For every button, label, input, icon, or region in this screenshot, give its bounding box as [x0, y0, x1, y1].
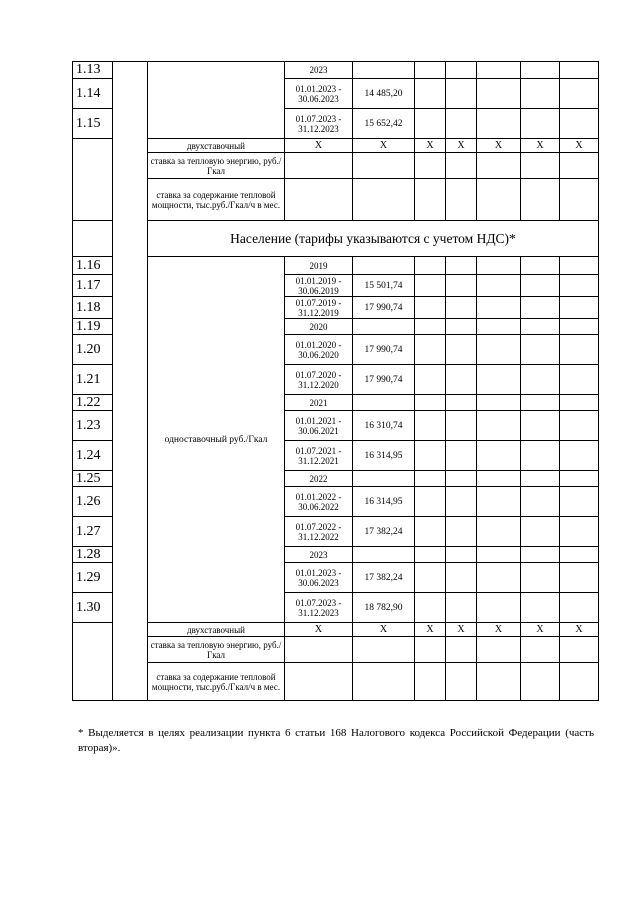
- empty-cell: [560, 319, 599, 335]
- empty-cell: [415, 563, 446, 593]
- period-cell: 01.07.2022 - 31.12.2022: [285, 517, 353, 547]
- empty-cell: [285, 153, 353, 179]
- empty-cell: [521, 487, 560, 517]
- empty-cell: [477, 637, 521, 663]
- empty-cell: [446, 365, 477, 395]
- empty-cell: [560, 517, 599, 547]
- row-number: 1.14: [73, 79, 113, 109]
- capacity-rate-label: ставка за содержание тепловой мощности, тыс.руб./Гкал/ч в мес.: [148, 663, 285, 701]
- period-cell: 01.07.2019 - 31.12.2019: [285, 297, 353, 319]
- period-cell: 01.07.2020 - 31.12.2020: [285, 365, 353, 395]
- x-mark: Х: [560, 623, 599, 637]
- blank-group-cell: [148, 62, 285, 139]
- empty-cell: [521, 79, 560, 109]
- empty-cell: [521, 365, 560, 395]
- tariff-value: 15 652,42: [353, 109, 415, 139]
- table-row: [73, 139, 599, 153]
- period-cell: 01.01.2019 - 30.06.2019: [285, 275, 353, 297]
- tariff-value: 17 382,24: [353, 563, 415, 593]
- period-cell: 01.07.2021 - 31.12.2021: [285, 441, 353, 471]
- blank-column: [113, 62, 148, 701]
- empty-cell: [477, 441, 521, 471]
- period-cell: 2019: [285, 257, 353, 275]
- empty-cell: [477, 297, 521, 319]
- empty-cell: [415, 62, 446, 79]
- empty-cell: [415, 365, 446, 395]
- empty-cell: [446, 297, 477, 319]
- empty-cell: [415, 109, 446, 139]
- empty-cell: [560, 297, 599, 319]
- empty-cell: [560, 257, 599, 275]
- empty-cell: [446, 411, 477, 441]
- period-cell: 2021: [285, 395, 353, 411]
- empty-cell: [560, 395, 599, 411]
- empty-cell: [560, 62, 599, 79]
- empty-cell: [477, 257, 521, 275]
- empty-cell: [285, 663, 353, 701]
- empty-cell: [353, 179, 415, 221]
- empty-cell: [521, 335, 560, 365]
- tariff-value: [353, 62, 415, 79]
- tariff-value: 17 990,74: [353, 365, 415, 395]
- tariff-value: [353, 257, 415, 275]
- tariff-table: [72, 61, 599, 701]
- empty-cell: [521, 257, 560, 275]
- tariff-value: 16 314,95: [353, 441, 415, 471]
- empty-cell: [415, 411, 446, 441]
- tariff-value: 18 782,90: [353, 593, 415, 623]
- empty-cell: [415, 637, 446, 663]
- empty-cell: [477, 517, 521, 547]
- empty-cell: [521, 179, 560, 221]
- empty-cell: [446, 563, 477, 593]
- period-cell: 2020: [285, 319, 353, 335]
- table-row: [73, 663, 599, 701]
- empty-cell: [446, 471, 477, 487]
- period-cell: 2023: [285, 547, 353, 563]
- period-cell: 01.01.2023 - 30.06.2023: [285, 563, 353, 593]
- empty-cell: [521, 62, 560, 79]
- empty-cell: [415, 547, 446, 563]
- empty-cell: [415, 257, 446, 275]
- tariff-value: 16 314,95: [353, 487, 415, 517]
- x-mark: Х: [353, 139, 415, 153]
- empty-cell: [477, 471, 521, 487]
- table-row: [73, 257, 599, 275]
- period-cell: 01.01.2021 - 30.06.2021: [285, 411, 353, 441]
- row-number: 1.29: [73, 563, 113, 593]
- empty-cell: [415, 335, 446, 365]
- empty-cell: [521, 663, 560, 701]
- empty-cell: [446, 79, 477, 109]
- row-number-empty: [73, 221, 113, 257]
- energy-rate-label: ставка за тепловую энергию, руб./Гкал: [148, 153, 285, 179]
- empty-cell: [477, 275, 521, 297]
- empty-cell: [415, 593, 446, 623]
- x-mark: Х: [446, 139, 477, 153]
- empty-cell: [446, 395, 477, 411]
- row-number: 1.17: [73, 275, 113, 297]
- two-part-label: двухставочный: [148, 623, 285, 637]
- empty-cell: [477, 109, 521, 139]
- row-number: 1.22: [73, 395, 113, 411]
- empty-cell: [521, 319, 560, 335]
- empty-cell: [415, 319, 446, 335]
- x-mark: Х: [560, 139, 599, 153]
- empty-cell: [477, 411, 521, 441]
- empty-cell: [560, 411, 599, 441]
- row-number: 1.25: [73, 471, 113, 487]
- row-number: 1.15: [73, 109, 113, 139]
- empty-cell: [446, 487, 477, 517]
- empty-cell: [477, 335, 521, 365]
- tariff-value: 15 501,74: [353, 275, 415, 297]
- empty-cell: [477, 663, 521, 701]
- empty-cell: [477, 593, 521, 623]
- row-number: 1.30: [73, 593, 113, 623]
- empty-cell: [353, 153, 415, 179]
- empty-cell: [446, 517, 477, 547]
- row-number: 1.16: [73, 257, 113, 275]
- empty-cell: [521, 563, 560, 593]
- empty-cell: [415, 517, 446, 547]
- x-mark: Х: [415, 139, 446, 153]
- empty-cell: [446, 109, 477, 139]
- empty-cell: [521, 441, 560, 471]
- empty-cell: [415, 297, 446, 319]
- row-number-empty: [73, 623, 113, 701]
- empty-cell: [477, 62, 521, 79]
- empty-cell: [353, 663, 415, 701]
- table-row: [73, 179, 599, 221]
- energy-rate-label: ставка за тепловую энергию, руб./Гкал: [148, 637, 285, 663]
- empty-cell: [446, 593, 477, 623]
- empty-cell: [560, 275, 599, 297]
- period-cell: 01.07.2023 - 31.12.2023: [285, 593, 353, 623]
- empty-cell: [446, 179, 477, 221]
- empty-cell: [446, 257, 477, 275]
- empty-cell: [560, 563, 599, 593]
- row-number: 1.28: [73, 547, 113, 563]
- tariff-value: 14 485,20: [353, 79, 415, 109]
- empty-cell: [521, 517, 560, 547]
- empty-cell: [446, 319, 477, 335]
- empty-cell: [477, 365, 521, 395]
- tariff-value: 17 382,24: [353, 517, 415, 547]
- empty-cell: [521, 395, 560, 411]
- empty-cell: [560, 663, 599, 701]
- empty-cell: [415, 487, 446, 517]
- empty-cell: [446, 153, 477, 179]
- empty-cell: [415, 395, 446, 411]
- empty-cell: [353, 637, 415, 663]
- empty-cell: [446, 275, 477, 297]
- row-number: 1.23: [73, 411, 113, 441]
- row-number: 1.21: [73, 365, 113, 395]
- empty-cell: [477, 319, 521, 335]
- empty-cell: [477, 179, 521, 221]
- empty-cell: [560, 487, 599, 517]
- row-number: 1.13: [73, 62, 113, 79]
- row-number: 1.27: [73, 517, 113, 547]
- period-cell: 01.01.2023 - 30.06.2023: [285, 79, 353, 109]
- tariff-value: [353, 471, 415, 487]
- empty-cell: [477, 563, 521, 593]
- empty-cell: [446, 663, 477, 701]
- table-row: [73, 153, 599, 179]
- period-cell: 01.07.2023 - 31.12.2023: [285, 109, 353, 139]
- period-cell: 2022: [285, 471, 353, 487]
- period-cell: 01.01.2020 - 30.06.2020: [285, 335, 353, 365]
- empty-cell: [560, 547, 599, 563]
- empty-cell: [560, 365, 599, 395]
- two-part-label: двухставочный: [148, 139, 285, 153]
- empty-cell: [560, 335, 599, 365]
- empty-cell: [560, 179, 599, 221]
- empty-cell: [477, 153, 521, 179]
- empty-cell: [521, 593, 560, 623]
- empty-cell: [415, 275, 446, 297]
- empty-cell: [521, 471, 560, 487]
- empty-cell: [560, 637, 599, 663]
- row-number: 1.24: [73, 441, 113, 471]
- empty-cell: [560, 153, 599, 179]
- empty-cell: [560, 79, 599, 109]
- capacity-rate-label: ставка за содержание тепловой мощности, тыс.руб./Гкал/ч в мес.: [148, 179, 285, 221]
- empty-cell: [446, 62, 477, 79]
- row-number: 1.19: [73, 319, 113, 335]
- empty-cell: [560, 471, 599, 487]
- empty-cell: [415, 153, 446, 179]
- empty-cell: [477, 547, 521, 563]
- tariff-value: [353, 319, 415, 335]
- empty-cell: [446, 547, 477, 563]
- x-mark: Х: [521, 623, 560, 637]
- x-mark: Х: [446, 623, 477, 637]
- empty-cell: [521, 153, 560, 179]
- x-mark: Х: [521, 139, 560, 153]
- section-title: Население (тарифы указываются с учетом НДС)*: [148, 221, 599, 257]
- empty-cell: [521, 411, 560, 441]
- x-mark: Х: [477, 139, 521, 153]
- period-cell: 01.01.2022 - 30.06.2022: [285, 487, 353, 517]
- empty-cell: [521, 109, 560, 139]
- tariff-value: [353, 547, 415, 563]
- empty-cell: [285, 637, 353, 663]
- empty-cell: [477, 487, 521, 517]
- empty-cell: [521, 275, 560, 297]
- empty-cell: [415, 471, 446, 487]
- tariff-value: 16 310,74: [353, 411, 415, 441]
- empty-cell: [415, 179, 446, 221]
- empty-cell: [560, 441, 599, 471]
- table-row: [73, 637, 599, 663]
- row-number: 1.18: [73, 297, 113, 319]
- table-row: [73, 62, 599, 79]
- empty-cell: [560, 109, 599, 139]
- x-mark: Х: [415, 623, 446, 637]
- x-mark: Х: [285, 139, 353, 153]
- empty-cell: [285, 179, 353, 221]
- x-mark: Х: [285, 623, 353, 637]
- row-number: 1.26: [73, 487, 113, 517]
- tariff-value: [353, 395, 415, 411]
- empty-cell: [477, 79, 521, 109]
- table-row: [73, 623, 599, 637]
- row-number-empty: [73, 139, 113, 221]
- empty-cell: [521, 547, 560, 563]
- empty-cell: [521, 297, 560, 319]
- tariff-value: 17 990,74: [353, 297, 415, 319]
- footnote: * Выделяется в целях реализации пункта 6 статьи 168 Налогового кодекса Российской Федерации (часть вторая)».: [78, 727, 594, 754]
- empty-cell: [446, 637, 477, 663]
- tariff-value: 17 990,74: [353, 335, 415, 365]
- row-number: 1.20: [73, 335, 113, 365]
- empty-cell: [521, 637, 560, 663]
- table-row: [73, 221, 599, 257]
- empty-cell: [560, 593, 599, 623]
- single-rate-label: одноставочный руб./Гкал: [148, 257, 285, 623]
- empty-cell: [446, 441, 477, 471]
- empty-cell: [415, 663, 446, 701]
- x-mark: Х: [477, 623, 521, 637]
- period-cell: 2023: [285, 62, 353, 79]
- empty-cell: [477, 395, 521, 411]
- x-mark: Х: [353, 623, 415, 637]
- empty-cell: [415, 441, 446, 471]
- empty-cell: [415, 79, 446, 109]
- empty-cell: [446, 335, 477, 365]
